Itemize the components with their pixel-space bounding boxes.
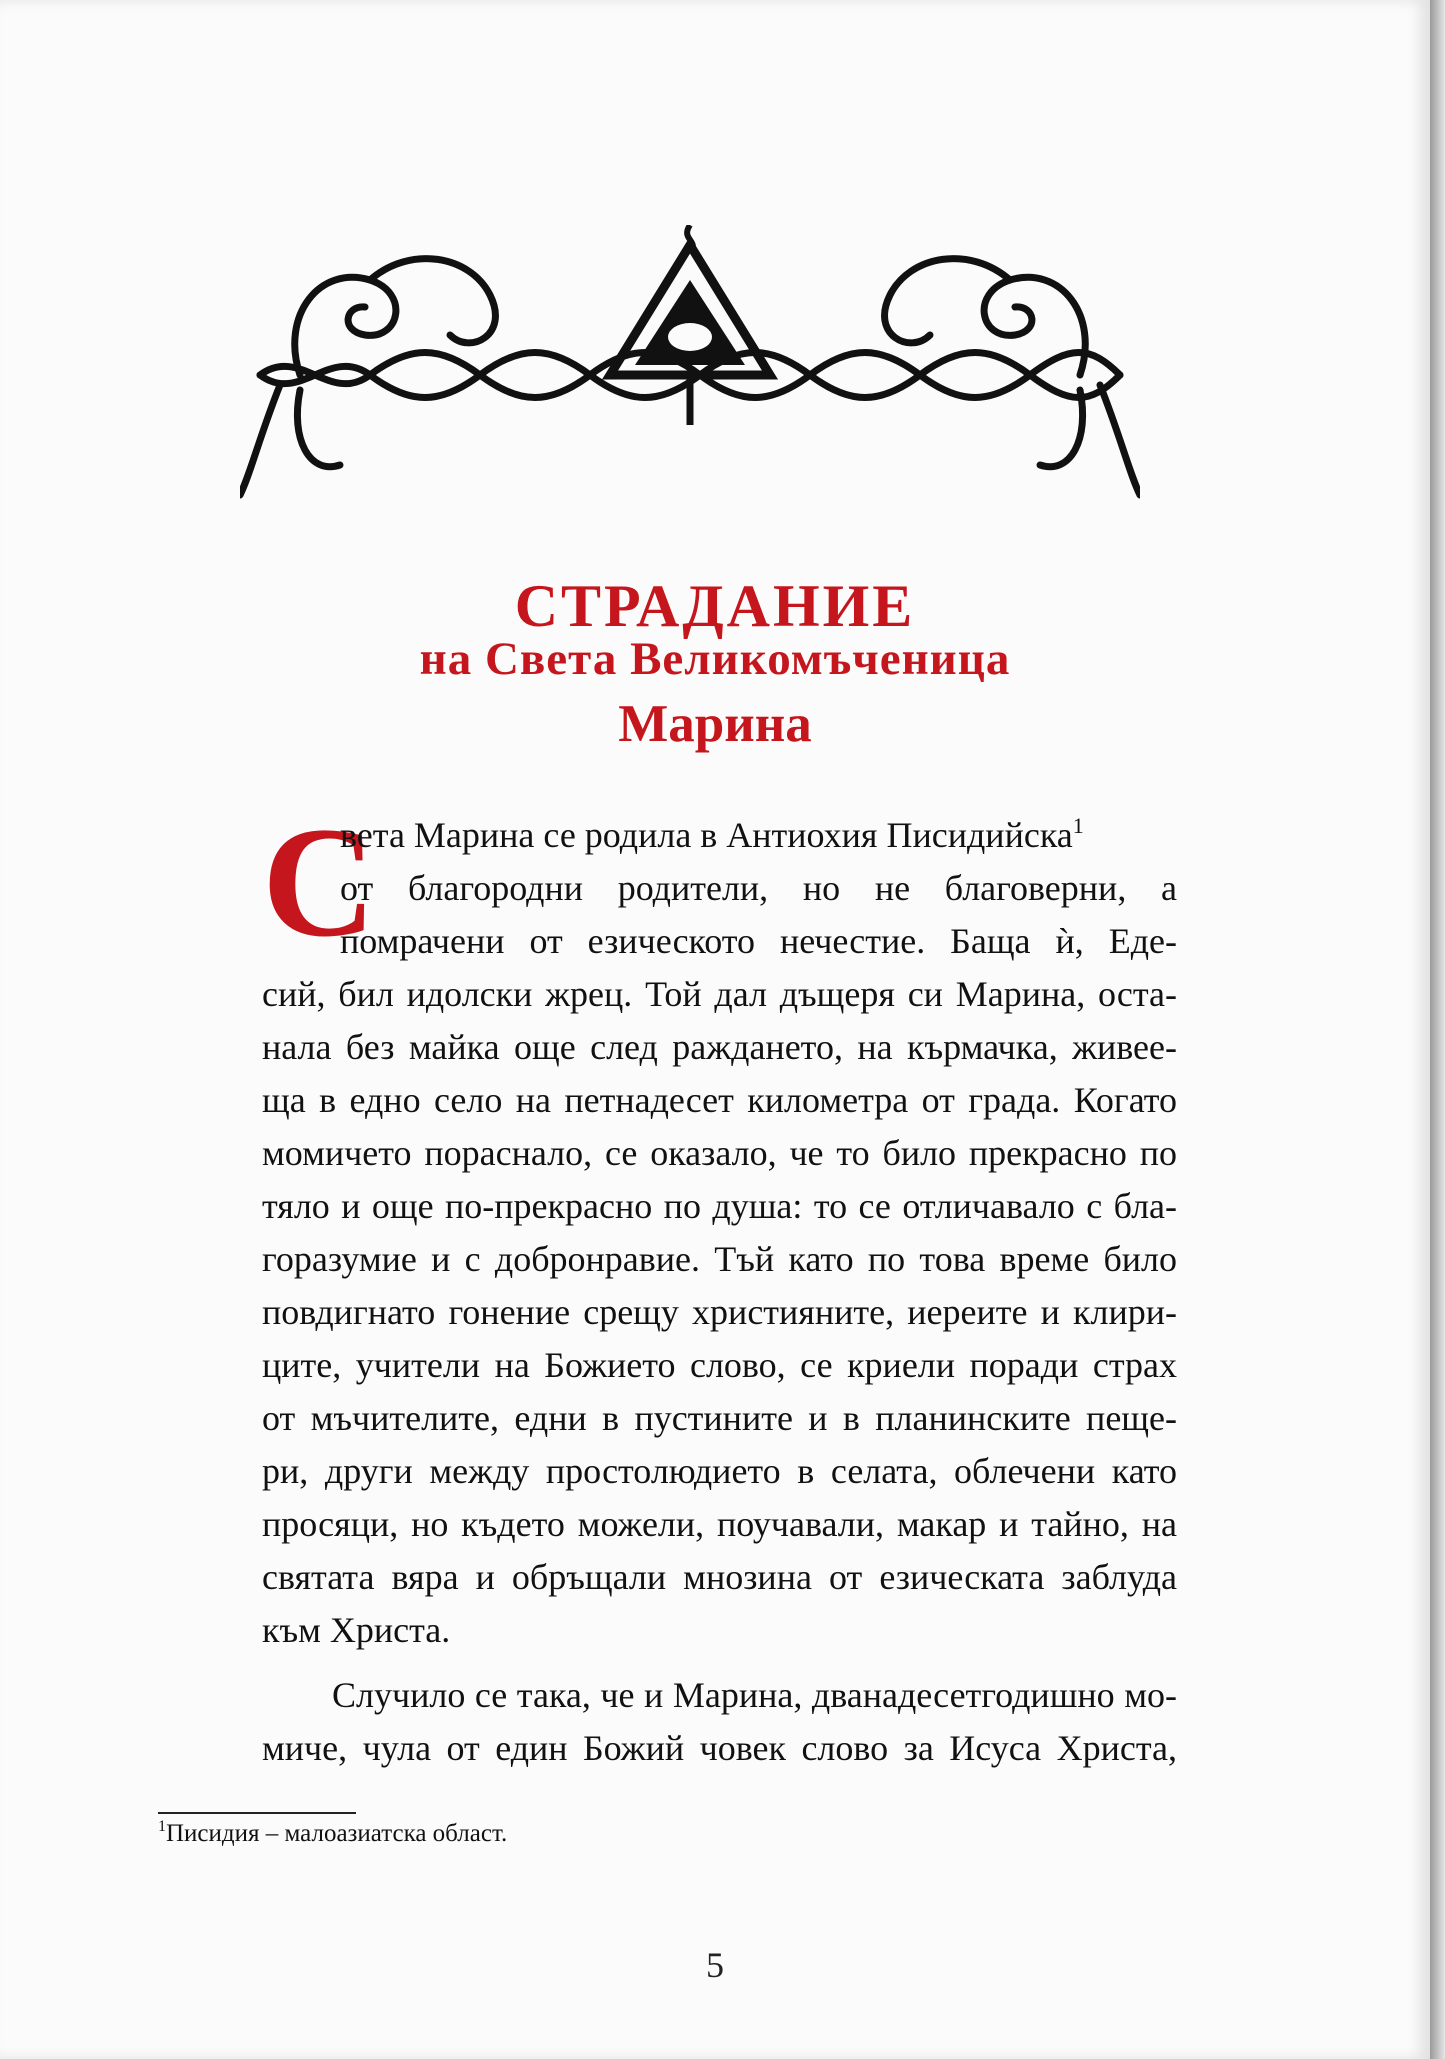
body-line: святата вяра и обръщали мнозина от езическата заблуда: [262, 1557, 1177, 1597]
title-line-1: СТРАДАНИЕ: [514, 573, 916, 639]
body-line: ща в едно село на петнадесет километра от града. Когато: [262, 1080, 1177, 1120]
body-line: Случило се така, че и Марина, дванадесетгодишно мо-: [332, 1675, 1177, 1715]
body-line: помрачени от езическото нечестие. Баща ѝ, Еде-: [340, 921, 1177, 961]
footnote-divider: [158, 1812, 356, 1814]
body-line: към Христа.: [262, 1610, 451, 1650]
body-line: горазумие и с добронравие. Тъй като по това време било: [262, 1239, 1177, 1279]
body-line: ри, други между простолюдието в селата, облечени като: [262, 1451, 1177, 1491]
body-line: тяло и още по-прекрасно по душа: то се отличавало с бла-: [262, 1186, 1177, 1226]
ornamental-headpiece: [240, 225, 1140, 525]
title-line-3: Марина: [618, 695, 812, 753]
body-line: вета Марина се родила в Антиохия Писидийска$^1$: [340, 813, 1084, 855]
body-line: от мъчителите, едни в пустините и в планинските пеще-: [262, 1398, 1177, 1438]
footnote-ref[interactable]: 1: [1072, 813, 1084, 838]
body-line: нала без майка още след раждането, на кърмачка, живее-: [262, 1027, 1177, 1067]
page-edge-shadow: [1430, 0, 1445, 2059]
body-line: повдигнато гонение срещу християните, иереите и клири-: [262, 1292, 1177, 1332]
body-line: миче, чула от един Божий човек слово за Исуса Христа,: [262, 1728, 1177, 1768]
page-number: 5: [706, 1945, 724, 1985]
body-line: момичето пораснало, се оказало, че то било прекрасно по: [262, 1133, 1177, 1173]
footnote-marker: 1: [158, 1818, 166, 1835]
body-line: от благородни родители, но не благоверни, а: [340, 868, 1177, 908]
body-line: сий, бил идолски жрец. Той дал дъщеря си Марина, оста-: [262, 974, 1177, 1014]
footnote: [158, 1820, 507, 1848]
title-line-2: на Света Великомъченица: [419, 633, 1011, 685]
drop-cap: С: [262, 795, 377, 970]
body-line: ците, учители на Божието слово, се криели поради страх: [262, 1345, 1177, 1385]
footnote-text: Писидия – малоазиатска област.: [166, 1820, 508, 1847]
body-line: просяци, но където можели, поучавали, макар и тайно, на: [262, 1504, 1177, 1544]
